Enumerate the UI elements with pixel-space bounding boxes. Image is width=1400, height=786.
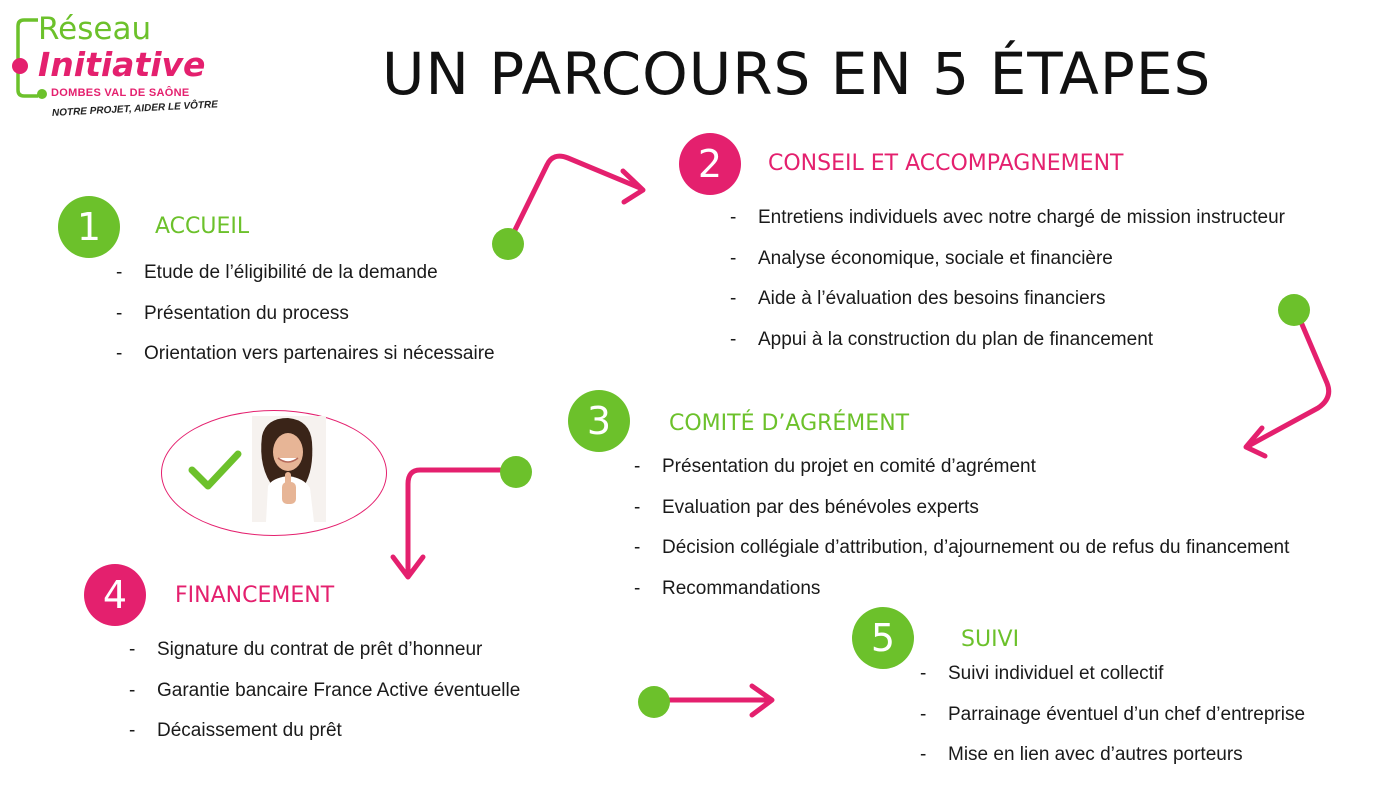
step-2-number-badge: 2 (679, 133, 741, 195)
connector-dot-4 (638, 686, 670, 718)
list-item: - Suivi individuel et collectif (920, 664, 1305, 705)
page-title: UN PARCOURS EN 5 ÉTAPES (382, 40, 1212, 108)
list-item: - Garantie bancaire France Active éventuelle (129, 681, 520, 722)
list-item: - Entretiens individuels avec notre chargé de mission instructeur (730, 208, 1285, 249)
list-item: - Analyse économique, sociale et financière (730, 249, 1285, 290)
logo-tagline: NOTRE PROJET, AIDER LE VÔTRE (51, 99, 219, 119)
arrow-1-to-2 (514, 156, 640, 232)
step-4-title: FINANCEMENT (175, 583, 335, 608)
step-5-title: SUIVI (961, 627, 1020, 652)
list-item: - Recommandations (634, 579, 1289, 620)
step-4-number-badge: 4 (84, 564, 146, 626)
step-1-list (116, 263, 495, 385)
step-1-number-badge: 1 (58, 196, 120, 258)
logo-word-initiative: Initiative (38, 45, 206, 84)
step-5-list (920, 664, 1305, 786)
step-1-title: ACCUEIL (155, 214, 250, 239)
step-2-title: CONSEIL ET ACCOMPAGNEMENT (768, 151, 1124, 176)
list-item: - Etude de l’éligibilité de la demande (116, 263, 495, 304)
list-item: - Présentation du projet en comité d’agrément (634, 457, 1289, 498)
list-item: - Evaluation par des bénévoles experts (634, 498, 1289, 539)
list-item: - Aide à l’évaluation des besoins financiers (730, 289, 1285, 330)
step-3-title: COMITÉ D’AGRÉMENT (669, 411, 910, 436)
list-item: - Mise en lien avec d’autres porteurs (920, 745, 1305, 786)
logo-word-reseau: Réseau (38, 11, 152, 47)
step-5-number-badge: 5 (852, 607, 914, 669)
list-item: - Appui à la construction du plan de financement (730, 330, 1285, 371)
list-item: - Signature du contrat de prêt d’honneur (129, 640, 520, 681)
step-3-list (634, 457, 1289, 619)
list-item: - Présentation du process (116, 304, 495, 345)
list-item: - Décaissement du prêt (129, 721, 520, 762)
list-item: - Décision collégiale d’attribution, d’ajournement ou de refus du financement (634, 538, 1289, 579)
step-2-list (730, 208, 1285, 370)
list-item: - Orientation vers partenaires si nécessaire (116, 344, 495, 385)
list-item: - Parrainage éventuel d’un chef d’entreprise (920, 705, 1305, 746)
connector-dot-1 (492, 228, 524, 260)
logo-subtitle: DOMBES VAL DE SAÔNE (51, 87, 190, 99)
person-thumbs-up-photo (252, 416, 326, 522)
connector-dot-3 (500, 456, 532, 488)
check-icon (186, 448, 244, 492)
step-4-list (129, 640, 520, 762)
step-3-number-badge: 3 (568, 390, 630, 452)
